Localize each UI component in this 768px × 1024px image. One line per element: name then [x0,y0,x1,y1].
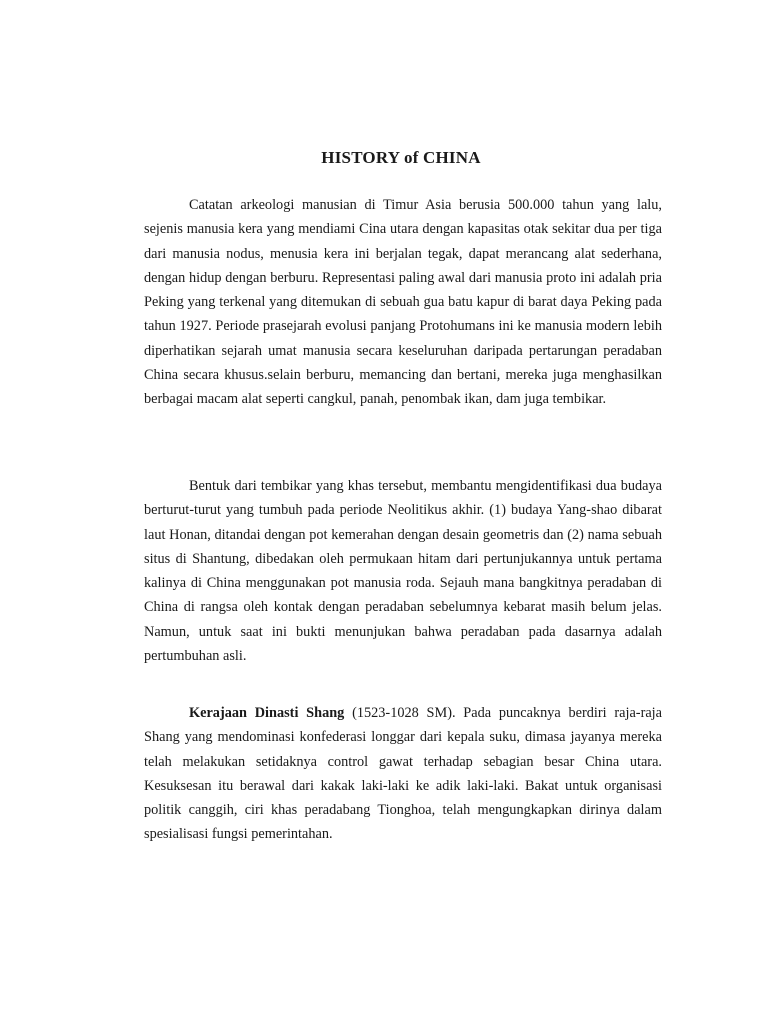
paragraph-prehistory: Catatan arkeologi manusian di Timur Asia berusia 500.000 tahun yang lalu, sejenis manusia kera yang mendiami Cina utara dengan kapasitas otak sekitar dua per tiga dari manusia nodus, menusia kera ini berjalan tegak, dapat merancang alat sederhana, dengan hidup dengan berburu. Representasi paling awal dari manusia proto ini adalah pria Peking yang terkenal yang ditemukan di sebuah gua batu kapur di barat daya Peking pada tahun 1927. Periode prasejarah evolusi panjang Protohumans ini ke manusia modern lebih diperhatikan sejarah umat manusia secara keseluruhan daripada pertarungan peradaban China secara khusus.selain berburu, memancing dan bertani, mereka juga menghasilkan berbagai macam alat seperti cangkul, panah, penombak ikan, dam juga tembikar. [144,197,662,408]
shang-dynasty-heading: Kerajaan Dinasti Shang [189,705,345,721]
document-title: HISTORY of CHINA [321,148,481,167]
shang-dynasty-text: (1523-1028 SM). Pada puncaknya berdiri raja-raja Shang yang mendominasi konfederasi longgar dari kepala suku, dimasa jayanya mereka telah melakukan setidaknya control gawat terhadap sebagian besar China utara. Kesuksesan itu berawal dari kakak laki-laki ke adik laki-laki. Bakat untuk organisasi politik canggih, ciri khas peradabang Tionghoa, telah mengungkapkan dirinya dalam spesialisasi fungsi pemerintahan. [144,705,662,843]
paragraph-shang-dynasty [144,701,662,847]
paragraph-neolithic: Bentuk dari tembikar yang khas tersebut, membantu mengidentifikasi dua budaya berturut-turut yang tumbuh pada periode Neolitikus akhir. (1) budaya Yang-shao dibarat laut Honan, ditandai dengan pot kemerahan dengan desain geometris dan (2) nama sebuah situs di Shantung, dibedakan oleh permukaan hitam dari pertunjukannya untuk pertama kalinya di China menggunakan pot manusia roda. Sejauh mana bangkitnya peradaban di China di rangsa oleh kontak dengan peradaban sebelumnya kebarat masih belum jelas. Namun, untuk saat ini bukti menunjukan bahwa peradaban pada dasarnya adalah pertumbuhan asli. [144,478,662,665]
